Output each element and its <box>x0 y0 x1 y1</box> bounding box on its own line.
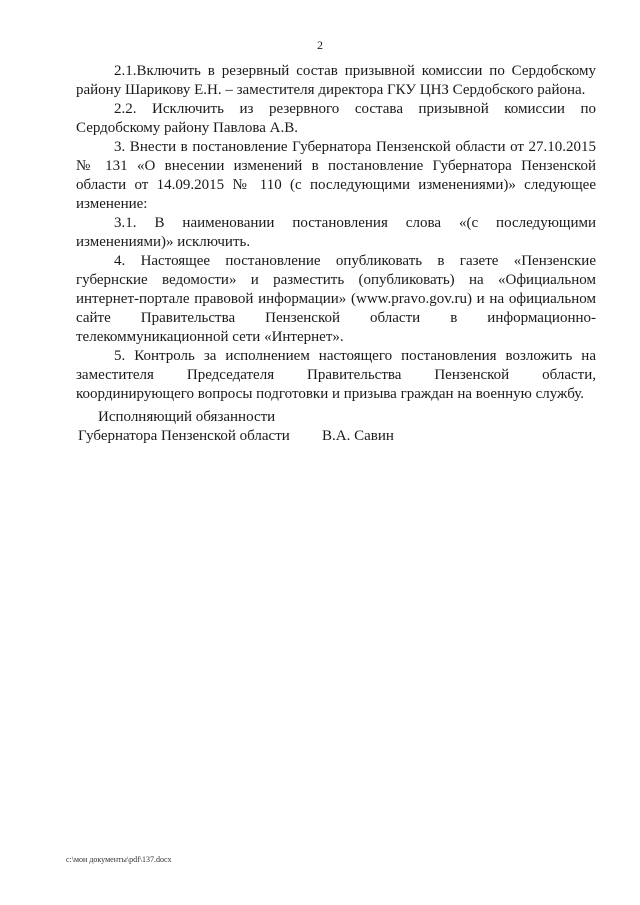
paragraph-4: 4. Настоящее постановление опубликовать в газете «Пензенские губернские ведомости» и разместить (опубликовать) на «Официальном интернет-портале правовой информации» (www.pravo.gov.ru) и на официальном сайте Правительства Пензенской области в информационно-телекоммуникационной сети «Интернет». <box>76 253 596 345</box>
paragraph-2-1: 2.1.Включить в резервный состав призывной комиссии по Сердобскому району Шарикову Е.Н. – заместителя директора ГКУ ЦНЗ Сердобского района. <box>76 63 596 98</box>
paragraph-5: 5. Контроль за исполнением настоящего постановления возложить на заместителя Председателя Правительства Пензенской области, координирующего вопросы подготовки и призыва граждан на военную службу. <box>76 348 596 402</box>
document-body <box>76 62 596 404</box>
paragraph-3: 3. Внести в постановление Губернатора Пензенской области от 27.10.2015 № 131 «О внесении изменений в постановление Губернатора Пензенской области от 14.09.2015 № 110 (с последующими изменениями)» следующее изменение: <box>76 139 596 212</box>
page-number: 2 <box>317 38 323 52</box>
footer-file-path: c:\мои документы\pdf\137.docx <box>66 855 172 864</box>
paragraph-3-1: 3.1. В наименовании постановления слова «(с последующими изменениями)» исключить. <box>76 215 596 250</box>
signature-title: Исполняющий обязанности <box>98 409 276 425</box>
paragraph-2-2: 2.2. Исключить из резервного состава призывной комиссии по Сердобскому району Павлова А.В. <box>76 101 596 136</box>
signature-organization: Губернатора Пензенской области <box>78 428 290 444</box>
signature-name: В.А. Савин <box>322 428 394 444</box>
